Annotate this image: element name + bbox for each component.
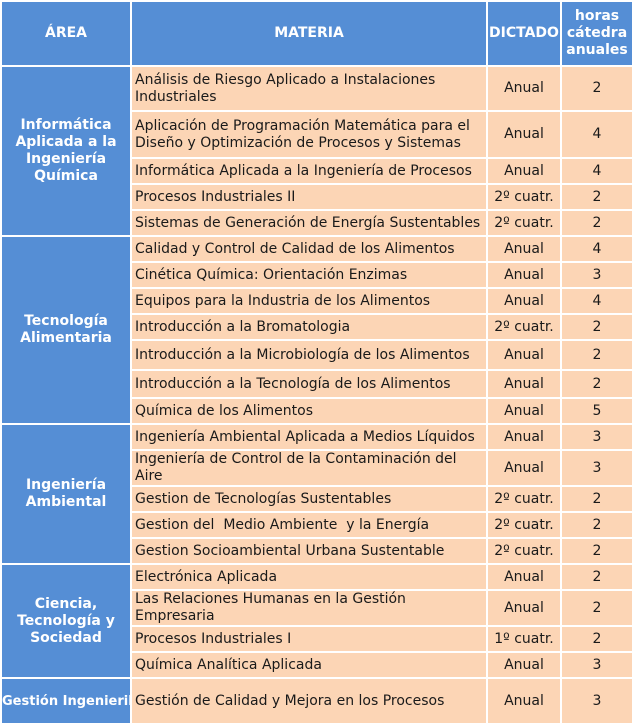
materia-cell: Aplicación de Programación Matemática para el Diseño y Optimización de Procesos y Sistemas [131,111,487,158]
table-row [1,66,632,111]
horas-cell: 2 [561,590,632,626]
dictado-cell: 2º cuatr. [487,512,561,538]
horas-cell: 3 [561,450,632,486]
materia-cell: Gestion de Tecnologías Sustentables [131,486,487,512]
materia-cell: Sistemas de Generación de Energía Sustentables [131,210,487,236]
dictado-cell: Anual [487,262,561,288]
table-row [1,678,632,724]
area-cell: Tecnología Alimentaria [1,236,131,424]
horas-cell: 2 [561,486,632,512]
materia-cell: Gestion Socioambiental Urbana Sustentable [131,538,487,564]
dictado-cell: Anual [487,370,561,398]
area-cell: Ingeniería Ambiental [1,424,131,564]
dictado-cell: Anual [487,288,561,314]
dictado-cell: Anual [487,111,561,158]
horas-cell: 3 [561,262,632,288]
header-area: ÁREA [1,1,131,66]
table-row [1,236,632,262]
dictado-cell: 2º cuatr. [487,184,561,210]
materia-cell: Calidad y Control de Calidad de los Alimentos [131,236,487,262]
materia-cell: Análisis de Riesgo Aplicado a Instalaciones Industriales [131,66,487,111]
materia-cell: Gestión de Calidad y Mejora en los Procesos [131,678,487,724]
materia-cell: Introducción a la Tecnología de los Alimentos [131,370,487,398]
dictado-cell: Anual [487,424,561,450]
dictado-cell: Anual [487,398,561,424]
horas-cell: 3 [561,652,632,678]
materia-cell: Electrónica Aplicada [131,564,487,590]
materia-cell: Química Analítica Aplicada [131,652,487,678]
dictado-cell: Anual [487,652,561,678]
horas-cell: 2 [561,512,632,538]
dictado-cell: 2º cuatr. [487,538,561,564]
header-dictado: DICTADO [487,1,561,66]
header-materia: MATERIA [131,1,487,66]
materia-cell: Cinética Química: Orientación Enzimas [131,262,487,288]
horas-cell: 2 [561,564,632,590]
horas-cell: 2 [561,370,632,398]
dictado-cell: Anual [487,158,561,184]
materia-cell: Gestion del Medio Ambiente y la Energía [131,512,487,538]
materia-cell: Procesos Industriales II [131,184,487,210]
horas-cell: 2 [561,314,632,340]
horas-cell: 3 [561,424,632,450]
area-cell: Ciencia, Tecnología y Sociedad [1,564,131,678]
horas-cell: 4 [561,158,632,184]
horas-cell: 2 [561,340,632,370]
horas-cell: 2 [561,184,632,210]
materia-cell: Informática Aplicada a la Ingeniería de Procesos [131,158,487,184]
dictado-cell: 2º cuatr. [487,314,561,340]
horas-cell: 3 [561,678,632,724]
horas-cell: 4 [561,236,632,262]
header-row [1,1,632,66]
materia-cell: Ingeniería Ambiental Aplicada a Medios Líquidos [131,424,487,450]
dictado-cell: Anual [487,66,561,111]
horas-cell: 4 [561,288,632,314]
materia-cell: Las Relaciones Humanas en la Gestión Empresaria [131,590,487,626]
dictado-cell: 2º cuatr. [487,210,561,236]
dictado-cell: Anual [487,236,561,262]
area-cell: Informática Aplicada a la Ingeniería Química [1,66,131,236]
horas-cell: 4 [561,111,632,158]
horas-cell: 2 [561,626,632,652]
horas-cell: 2 [561,66,632,111]
dictado-cell: Anual [487,678,561,724]
materia-cell: Ingeniería de Control de la Contaminación del Aire [131,450,487,486]
materia-cell: Introducción a la Bromatologia [131,314,487,340]
dictado-cell: Anual [487,450,561,486]
table-row [1,564,632,590]
materia-cell: Equipos para la Industria de los Alimentos [131,288,487,314]
horas-cell: 2 [561,210,632,236]
dictado-cell: Anual [487,590,561,626]
table-body [1,66,632,724]
horas-cell: 2 [561,538,632,564]
dictado-cell: 1º cuatr. [487,626,561,652]
dictado-cell: Anual [487,564,561,590]
dictado-cell: 2º cuatr. [487,486,561,512]
table-row [1,424,632,450]
horas-cell: 5 [561,398,632,424]
materia-cell: Procesos Industriales I [131,626,487,652]
header-horas: horas cátedra anuales [561,1,632,66]
area-cell: Gestión Ingenieril [1,678,131,724]
dictado-cell: Anual [487,340,561,370]
materia-cell: Introducción a la Microbiología de los Alimentos [131,340,487,370]
materia-cell: Química de los Alimentos [131,398,487,424]
